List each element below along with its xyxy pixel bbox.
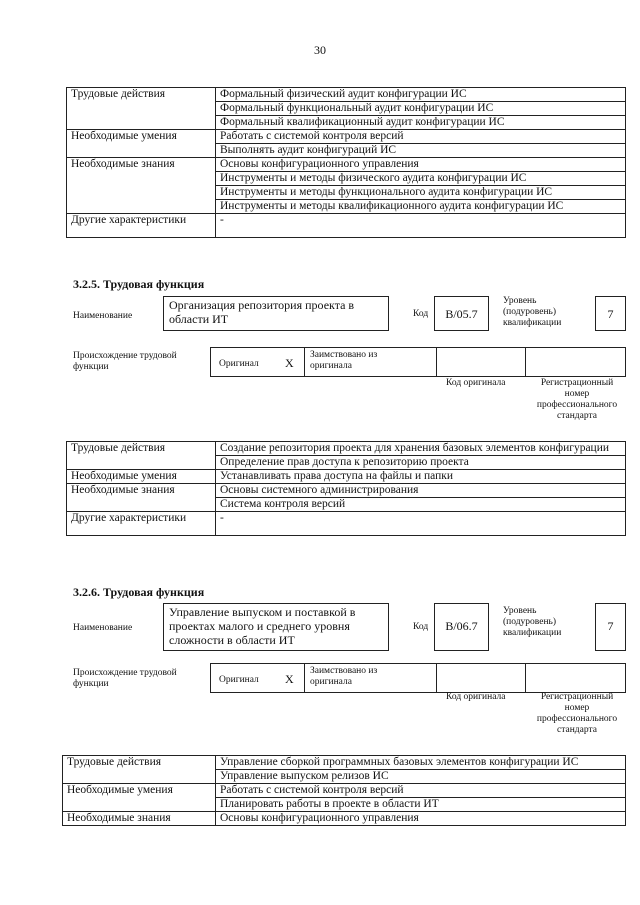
- level-label: Уровень (подуровень) квалификации: [503, 296, 562, 328]
- origin-label: Происхождение трудовой функции: [73, 351, 177, 372]
- function-code: B/05.7: [445, 307, 478, 321]
- name-label: Наименование: [73, 311, 133, 321]
- row-item: Управление сборкой программных базовых элементов конфигурации ИС: [216, 756, 626, 770]
- row-item: Инструменты и методы физического аудита конфигурации ИС: [216, 172, 626, 186]
- row-item: Создание репозитория проекта для хранения базовых элементов конфигурации: [216, 442, 626, 456]
- table-row: [67, 88, 626, 102]
- row-label: Другие характеристики: [67, 512, 216, 536]
- level-label: Уровень (подуровень) квалификации: [503, 606, 562, 638]
- row-label: Другие характеристики: [67, 214, 216, 238]
- row-label: Необходимые умения: [67, 130, 216, 158]
- row-label: Трудовые действия: [67, 88, 216, 130]
- requirements-table-326: [62, 755, 626, 826]
- row-item: -: [216, 512, 626, 536]
- table-row: [63, 784, 626, 798]
- table-row: [67, 484, 626, 498]
- table-row: [67, 158, 626, 172]
- table-row: [67, 470, 626, 484]
- table-row: [63, 756, 626, 770]
- level-value: 7: [607, 619, 614, 633]
- original-label: Оригинал: [219, 675, 259, 685]
- row-item: -: [216, 214, 626, 238]
- origin-label: Происхождение трудовой функции: [73, 668, 177, 689]
- row-label: Необходимые знания: [67, 484, 216, 512]
- function-code: B/06.7: [445, 619, 478, 633]
- page-number: 30: [314, 43, 326, 57]
- reg-number-label: Регистрационный номер профессионального стандарта: [536, 378, 618, 421]
- divider: [525, 348, 526, 376]
- function-name: Организация репозитория проекта в области ИТ: [169, 298, 355, 326]
- row-item: Система контроля версий: [216, 498, 626, 512]
- row-item: Выполнять аудит конфигураций ИС: [216, 144, 626, 158]
- row-item: Формальный физический аудит конфигурации ИС: [216, 88, 626, 102]
- row-item: Устанавливать права доступа на файлы и папки: [216, 470, 626, 484]
- row-item: Формальный функциональный аудит конфигурации ИС: [216, 102, 626, 116]
- function-name: Управление выпуском и поставкой в проектах малого и среднего уровня сложности в области ИТ: [169, 605, 356, 647]
- function-name-box: [163, 603, 389, 651]
- divider: [436, 348, 437, 376]
- row-label: Необходимые знания: [67, 158, 216, 214]
- original-code-label: Код оригинала: [446, 378, 506, 388]
- original-code-label: Код оригинала: [446, 692, 506, 702]
- table-row: [67, 512, 626, 536]
- row-item: Инструменты и методы функционального аудита конфигурации ИС: [216, 186, 626, 200]
- divider: [304, 348, 305, 376]
- table-row: [67, 130, 626, 144]
- row-item: Планировать работы в проекте в области ИТ: [216, 798, 626, 812]
- row-item: Формальный квалификационный аудит конфигурации ИС: [216, 116, 626, 130]
- code-box: [434, 296, 489, 331]
- row-label: Необходимые знания: [63, 812, 216, 826]
- divider: [436, 664, 437, 692]
- level-value: 7: [607, 307, 614, 321]
- section-heading: 3.2.6. Трудовая функция: [73, 585, 205, 599]
- row-label: Необходимые умения: [63, 784, 216, 812]
- origin-box: [210, 347, 626, 377]
- row-item: Инструменты и методы квалификационного аудита конфигурации ИС: [216, 200, 626, 214]
- origin-box: [210, 663, 626, 693]
- row-label: Необходимые умения: [67, 470, 216, 484]
- row-item: Основы конфигурационного управления: [216, 158, 626, 172]
- row-item: Основы конфигурационного управления: [216, 812, 626, 826]
- row-item: Работать с системой контроля версий: [216, 784, 626, 798]
- row-label: Трудовые действия: [67, 442, 216, 470]
- table-row: [67, 214, 626, 238]
- row-label: Трудовые действия: [63, 756, 216, 784]
- table-row: [63, 812, 626, 826]
- row-item: Основы системного администрирования: [216, 484, 626, 498]
- code-box: [434, 603, 489, 651]
- section-heading: 3.2.5. Трудовая функция: [73, 277, 205, 291]
- row-item: Определение прав доступа к репозиторию проекта: [216, 456, 626, 470]
- requirements-table-1: [66, 87, 626, 238]
- row-item: Работать с системой контроля версий: [216, 130, 626, 144]
- requirements-table-325: [66, 441, 626, 536]
- original-mark: X: [285, 356, 294, 370]
- table-row: [67, 442, 626, 456]
- name-label: Наименование: [73, 623, 133, 633]
- borrowed-label: Заимствовано из оригинала: [310, 666, 378, 687]
- divider: [525, 664, 526, 692]
- divider: [304, 664, 305, 692]
- level-box: [595, 603, 626, 651]
- level-box: [595, 296, 626, 331]
- code-label: Код: [413, 622, 429, 632]
- row-item: Управление выпуском релизов ИС: [216, 770, 626, 784]
- original-mark: X: [285, 672, 294, 686]
- borrowed-label: Заимствовано из оригинала: [310, 350, 378, 371]
- reg-number-label: Регистрационный номер профессионального стандарта: [536, 692, 618, 735]
- function-name-box: [163, 296, 389, 331]
- code-label: Код: [413, 309, 429, 319]
- original-label: Оригинал: [219, 359, 259, 369]
